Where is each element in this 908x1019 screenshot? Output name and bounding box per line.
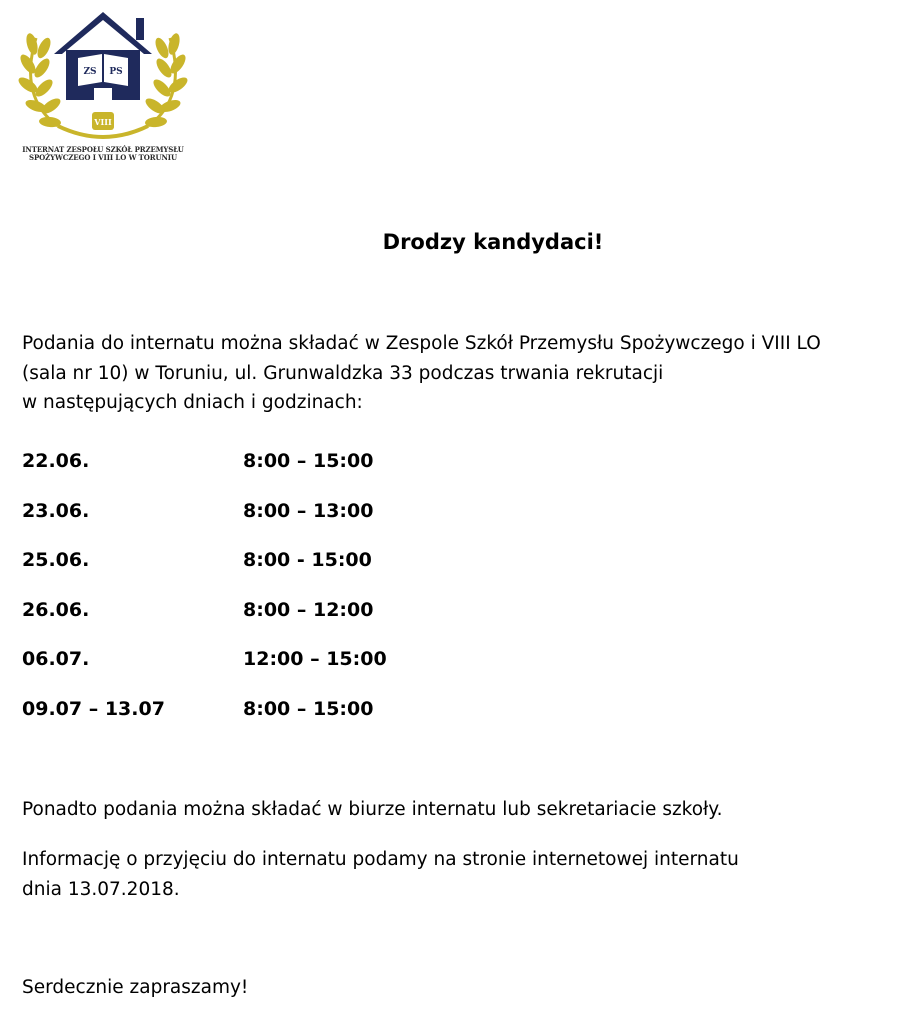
- info-line: dnia 13.07.2018.: [22, 879, 180, 900]
- schedule-hours: 8:00 – 13:00: [243, 499, 374, 522]
- schedule-row: [22, 544, 622, 594]
- intro-line: w następujących dniach i godzinach:: [22, 392, 363, 413]
- schedule-date: 25.06.: [22, 549, 90, 572]
- info-paragraph: [22, 845, 892, 905]
- wheat-right-icon: [143, 32, 188, 128]
- logo-caption: [18, 146, 188, 162]
- closing-line: Serdecznie zapraszamy!: [22, 977, 249, 998]
- schedule-hours: 8:00 – 15:00: [243, 450, 374, 472]
- page-title: Drodzy kandydaci!: [382, 230, 604, 254]
- schedule-date: 22.06.: [22, 450, 90, 472]
- schedule-list: [22, 445, 622, 743]
- schedule-row: [22, 445, 622, 495]
- schedule-hours: 8:00 – 12:00: [243, 598, 374, 621]
- schedule-hours: 8:00 – 15:00: [243, 697, 374, 720]
- schedule-date: 06.07.: [22, 648, 90, 671]
- note-line: Ponadto podania można składać w biurze internatu lub sekretariacie szkoły.: [22, 799, 723, 820]
- badge-icon: [58, 112, 148, 137]
- schedule-hours: 12:00 – 15:00: [243, 648, 387, 671]
- wheat-left-icon: [18, 32, 63, 128]
- schedule-hours: 8:00 - 15:00: [243, 549, 372, 572]
- intro-line: Podania do internatu można składać w Zespole Szkół Przemysłu Spożywczego i VIII LO: [22, 333, 821, 354]
- schedule-date: 23.06.: [22, 499, 90, 522]
- schedule-row: [22, 594, 622, 644]
- svg-text:ZS: ZS: [83, 67, 97, 77]
- logo-caption-line2: SPOŻYWCZEGO I VIII LO W TORUNIU: [29, 153, 177, 162]
- logo-emblem: [18, 8, 188, 148]
- schedule-row: [22, 495, 622, 545]
- schedule-row: [22, 643, 622, 693]
- note-paragraph: [22, 795, 892, 825]
- schedule-row: [22, 693, 622, 743]
- info-line: Informację o przyjęciu do internatu podamy na stronie internetowej internatu: [22, 849, 739, 870]
- intro-line: (sala nr 10) w Toruniu, ul. Grunwaldzka 33 podczas trwania rekrutacji: [22, 362, 664, 384]
- schedule-date: 09.07 – 13.07: [22, 697, 165, 720]
- school-logo: [18, 8, 188, 168]
- closing-paragraph: [22, 973, 892, 1003]
- schedule-date: 26.06.: [22, 598, 90, 621]
- intro-paragraph: [22, 329, 902, 418]
- svg-text:PS: PS: [109, 67, 123, 77]
- svg-text:VIII: VIII: [94, 117, 112, 127]
- logo-caption-line1: INTERNAT ZESPOŁU SZKÓŁ PRZEMYSŁU: [22, 145, 184, 154]
- house-icon: [54, 12, 152, 100]
